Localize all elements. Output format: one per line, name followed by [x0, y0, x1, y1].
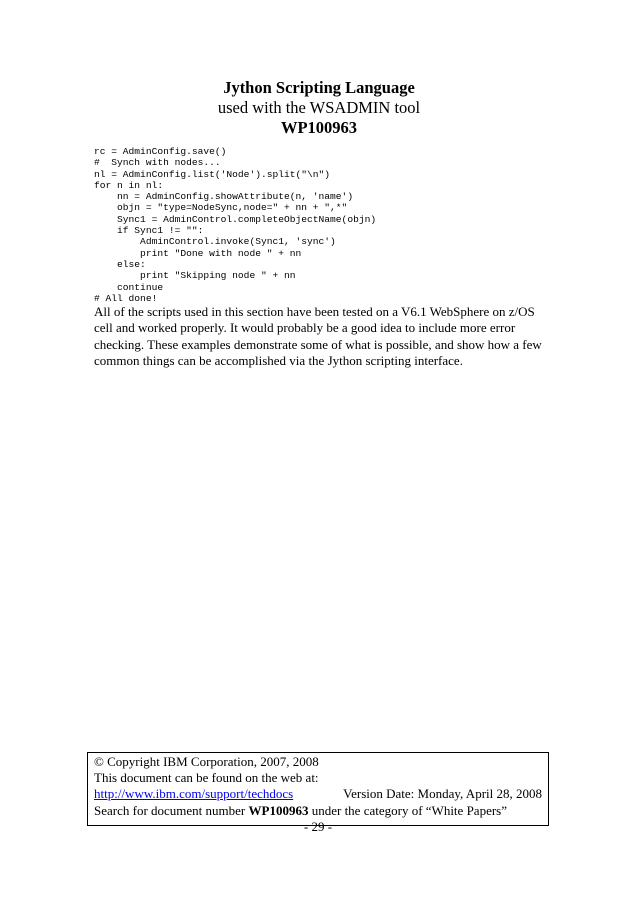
code-line: objn = "type=NodeSync,node=" + nn + ",*" — [94, 202, 348, 214]
footer-search-note — [94, 803, 542, 819]
page-footer — [87, 752, 549, 834]
document-title: Jython Scripting Language — [223, 78, 415, 97]
code-line: AdminControl.invoke(Sync1, 'sync') — [94, 236, 336, 248]
techdocs-link[interactable]: http://www.ibm.com/support/techdocs — [94, 786, 294, 802]
footer-link-row — [94, 786, 542, 802]
code-line: if Sync1 != "": — [94, 225, 204, 237]
document-title-block — [0, 78, 638, 138]
footer-copyright: © Copyright IBM Corporation, 2007, 2008 — [94, 754, 319, 769]
document-number: WP100963 — [280, 118, 358, 137]
code-line: print "Done with node " + nn — [94, 247, 302, 259]
code-line: # All done! — [94, 292, 158, 304]
code-line: else: — [94, 258, 146, 270]
code-line: Sync1 = AdminControl.completeObjectName(objn) — [94, 213, 377, 225]
page-number: - 29 - — [303, 818, 333, 834]
code-line: # Synch with nodes... — [94, 157, 221, 169]
document-subtitle: used with the WSADMIN tool — [217, 98, 421, 117]
footer-search-doc-number: WP100963 — [248, 802, 309, 818]
code-line: print "Skipping node " + nn — [94, 270, 296, 282]
code-line: for n in nl: — [94, 179, 164, 191]
code-listing — [94, 146, 376, 304]
footer-search-prefix: Search for document number — [94, 802, 249, 818]
code-line: rc = AdminConfig.save() — [94, 146, 227, 157]
code-line: continue — [94, 281, 164, 293]
footer-search-suffix: under the category of “White Papers” — [308, 802, 507, 818]
body-paragraph: All of the scripts used in this section have been tested on a V6.1 WebSphere on z/OS cell and worked properly. It would probably be a good idea to include more error checking. These examples demonstrate some of what is possible, and show how a few common things can be accomplished via the Jython scripting interface. — [94, 304, 542, 369]
code-line: nn = AdminConfig.showAttribute(n, 'name') — [94, 191, 354, 203]
footer-version-date: Version Date: Monday, April 28, 2008 — [343, 786, 542, 802]
code-line: nl = AdminConfig.list('Node').split("\n") — [94, 168, 331, 180]
footer-web-note: This document can be found on the web at: — [94, 770, 319, 786]
